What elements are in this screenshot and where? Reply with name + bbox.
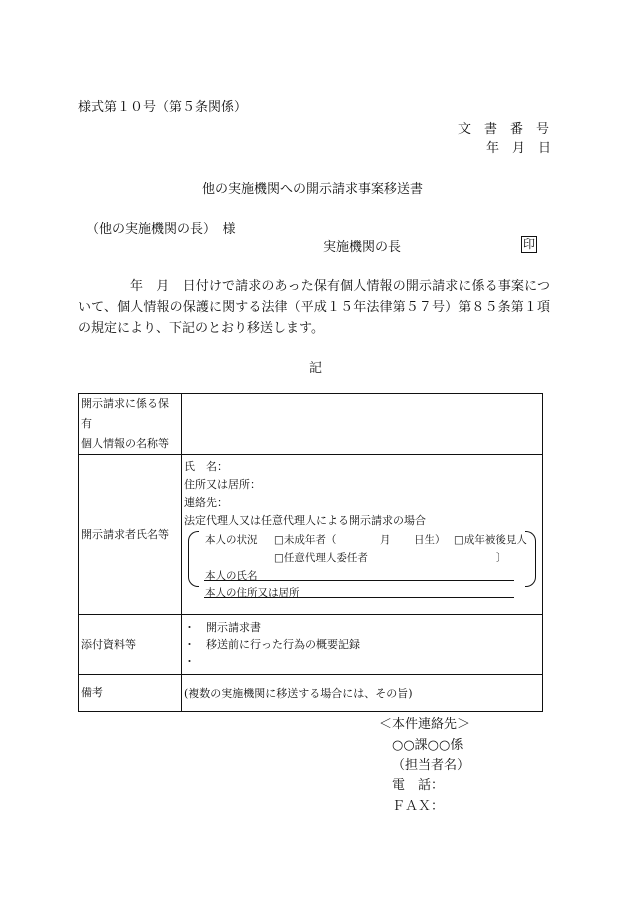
agent-checkbox[interactable]: □任意代理人委任者 [274, 552, 368, 564]
attachment-item: ・ 開示請求書 [184, 621, 261, 634]
contact-header: ＜本件連絡先＞ [379, 717, 471, 732]
contact-phone: 電 話： [392, 778, 445, 793]
contact-fax: ＦＡＸ： [392, 799, 445, 814]
info-name-value[interactable] [182, 394, 543, 455]
ki-heading: 記 [309, 361, 323, 376]
row-label-info-name [79, 394, 182, 455]
row-label-remarks: 備考 [79, 675, 182, 712]
row-label-requester: 開示請求者氏名等 [79, 455, 182, 615]
table-row [79, 394, 543, 455]
attachment-item: ・ 移送前に行った行為の概要記録 [184, 638, 360, 651]
contact-line: 連絡先： [184, 496, 228, 509]
table-row [79, 455, 543, 615]
seal-mark: 印 [523, 237, 536, 251]
proxy-box [188, 531, 536, 599]
table-row [79, 675, 543, 712]
ward-checkbox[interactable]: □成年被後見人 [454, 534, 527, 546]
addressee: （他の実施機関の長） 様 [86, 222, 236, 237]
proxy-line: 法定代理人又は任意代理人による開示請求の場合 [184, 514, 426, 527]
form-number: 様式第１０号（第５条関係） [78, 100, 248, 115]
attachment-item: ・ [184, 655, 195, 668]
transfer-table [78, 393, 543, 712]
table-row [79, 615, 543, 675]
row-label-line: 開示請求に係る保有 [81, 397, 169, 430]
name-line: 氏 名： [184, 460, 228, 473]
person-name-underline [204, 580, 514, 581]
left-bracket [188, 531, 199, 587]
address-line: 住所又は居所： [184, 478, 261, 491]
date-label: 年 月 日 [486, 141, 552, 156]
document-number-label: 文 書 番 号 [458, 122, 550, 137]
contact-section: ○○課○○係 [392, 738, 464, 753]
person-address-label: 本人の住所又は居所 [205, 587, 300, 599]
body-paragraph: 年 月 日付けで請求のあった保有個人情報の開示請求に係る事案について、個人情報の保護に関する法律（平成１５年法律第５７号）第８５条第１項の規定により、下記のとおり移送します。 [78, 279, 550, 336]
requester-details [182, 455, 543, 615]
status-label: 本人の状況 [205, 534, 258, 546]
sender-title: 実施機関の長 [323, 240, 402, 255]
minor-birth: 日生） [414, 534, 446, 546]
contact-person: （担当者名） [392, 758, 471, 773]
attachments-list [182, 615, 543, 675]
person-name-label: 本人の氏名 [205, 570, 258, 582]
minor-checkbox[interactable]: □未成年者（ [274, 534, 337, 546]
row-label-line: 個人情報の名称等 [81, 437, 169, 450]
agent-close-bracket: 〕 [496, 552, 507, 564]
row-label-attachments: 添付資料等 [79, 615, 182, 675]
remarks-value: (複数の実施機関に移送する場合には、その旨) [182, 675, 543, 712]
person-address-underline [204, 597, 514, 598]
minor-month: 月 [380, 534, 391, 546]
document-title: 他の実施機関への開示請求事案移送書 [202, 182, 424, 197]
